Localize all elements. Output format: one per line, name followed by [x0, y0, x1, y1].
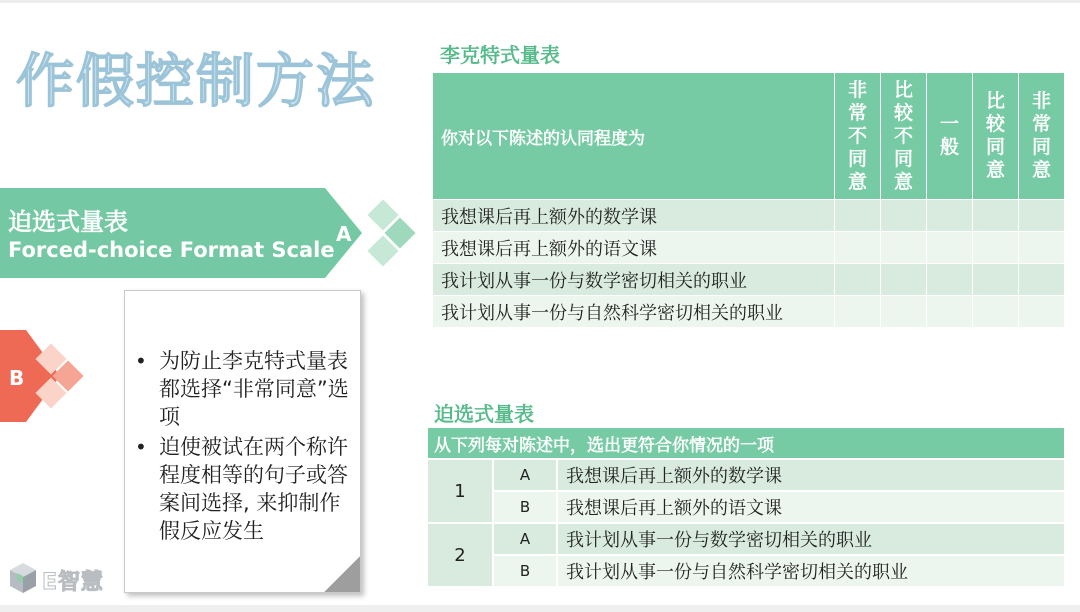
likert-title: 李克特式量表: [440, 43, 560, 67]
likert-row: [433, 296, 1065, 328]
likert-row: [433, 232, 1065, 264]
likert-cell: [1019, 200, 1065, 232]
pair-number: 1: [427, 459, 493, 523]
likert-cell: [973, 264, 1019, 296]
logo-text: E智慧: [42, 570, 105, 595]
pair-number: 2: [427, 523, 493, 587]
option-statement: 我计划从事一份与自然科学密切相关的职业: [557, 555, 1065, 587]
likert-cell: [881, 296, 927, 328]
note-list: [131, 347, 355, 547]
forced-row: [427, 523, 1065, 555]
likert-cell: [835, 264, 881, 296]
likert-cell: [835, 232, 881, 264]
likert-cell: [1019, 264, 1065, 296]
likert-table: [432, 72, 1065, 328]
option-statement: 我想课后再上额外的语文课: [557, 491, 1065, 523]
likert-cell: [881, 232, 927, 264]
note-card: [124, 290, 361, 593]
option-label: B: [493, 491, 557, 523]
likert-cell: [973, 200, 1019, 232]
note-item: • 迫使被试在两个称许程度相等的句子或答案间选择, 来抑制作假反应发生: [135, 435, 348, 543]
likert-statement: 我计划从事一份与自然科学密切相关的职业: [433, 296, 835, 328]
forced-row: [427, 459, 1065, 491]
likert-option-strongly-disagree: 非常不同意: [835, 73, 881, 200]
forced-title: 迫选式量表: [434, 402, 534, 426]
likert-option-strongly-agree: 非常同意: [1019, 73, 1065, 200]
likert-statement: 我想课后再上额外的数学课: [433, 200, 835, 232]
likert-statement: 我想课后再上额外的语文课: [433, 232, 835, 264]
likert-cell: [1019, 296, 1065, 328]
likert-cell: [927, 296, 973, 328]
bottom-border: [0, 605, 1080, 612]
likert-cell: [927, 264, 973, 296]
likert-option-disagree: 比较不同意: [881, 73, 927, 200]
likert-question: 你对以下陈述的认同程度为: [433, 73, 835, 200]
note-item: • 为防止李克特式量表都选择“非常同意”选项: [135, 349, 349, 429]
option-label: A: [493, 459, 557, 491]
option-label: B: [493, 555, 557, 587]
page-title: 作假控制方法: [16, 47, 377, 115]
likert-option-neutral: 一般: [927, 73, 973, 200]
likert-cell: [881, 264, 927, 296]
section-a-title-en: Forced-choice Format Scale: [8, 238, 335, 262]
forced-row: [427, 491, 1065, 523]
likert-cell: [973, 232, 1019, 264]
likert-header-row: [433, 73, 1065, 200]
likert-cell: [1019, 232, 1065, 264]
likert-cell: [835, 296, 881, 328]
likert-cell: [927, 232, 973, 264]
logo-cube-icon: [8, 561, 38, 595]
section-b-letter: B: [9, 366, 25, 390]
option-statement: 我计划从事一份与数学密切相关的职业: [557, 523, 1065, 555]
likert-cell: [973, 296, 1019, 328]
likert-row: [433, 200, 1065, 232]
forced-header-row: [427, 427, 1065, 459]
option-label: A: [493, 523, 557, 555]
option-statement: 我想课后再上额外的数学课: [557, 459, 1065, 491]
likert-cell: [835, 200, 881, 232]
forced-row: [427, 555, 1065, 587]
section-a-letter: A: [336, 222, 352, 246]
forced-choice-table: [426, 426, 1066, 588]
likert-option-agree: 比较同意: [973, 73, 1019, 200]
page-fold-corner: [324, 556, 360, 592]
section-a-title-cn: 迫选式量表: [8, 208, 128, 236]
likert-statement: 我计划从事一份与数学密切相关的职业: [433, 264, 835, 296]
forced-instruction: 从下列每对陈述中，选出更符合你情况的一项: [427, 427, 1065, 459]
likert-cell: [881, 200, 927, 232]
likert-row: [433, 264, 1065, 296]
top-border: [0, 0, 1080, 3]
likert-cell: [927, 200, 973, 232]
